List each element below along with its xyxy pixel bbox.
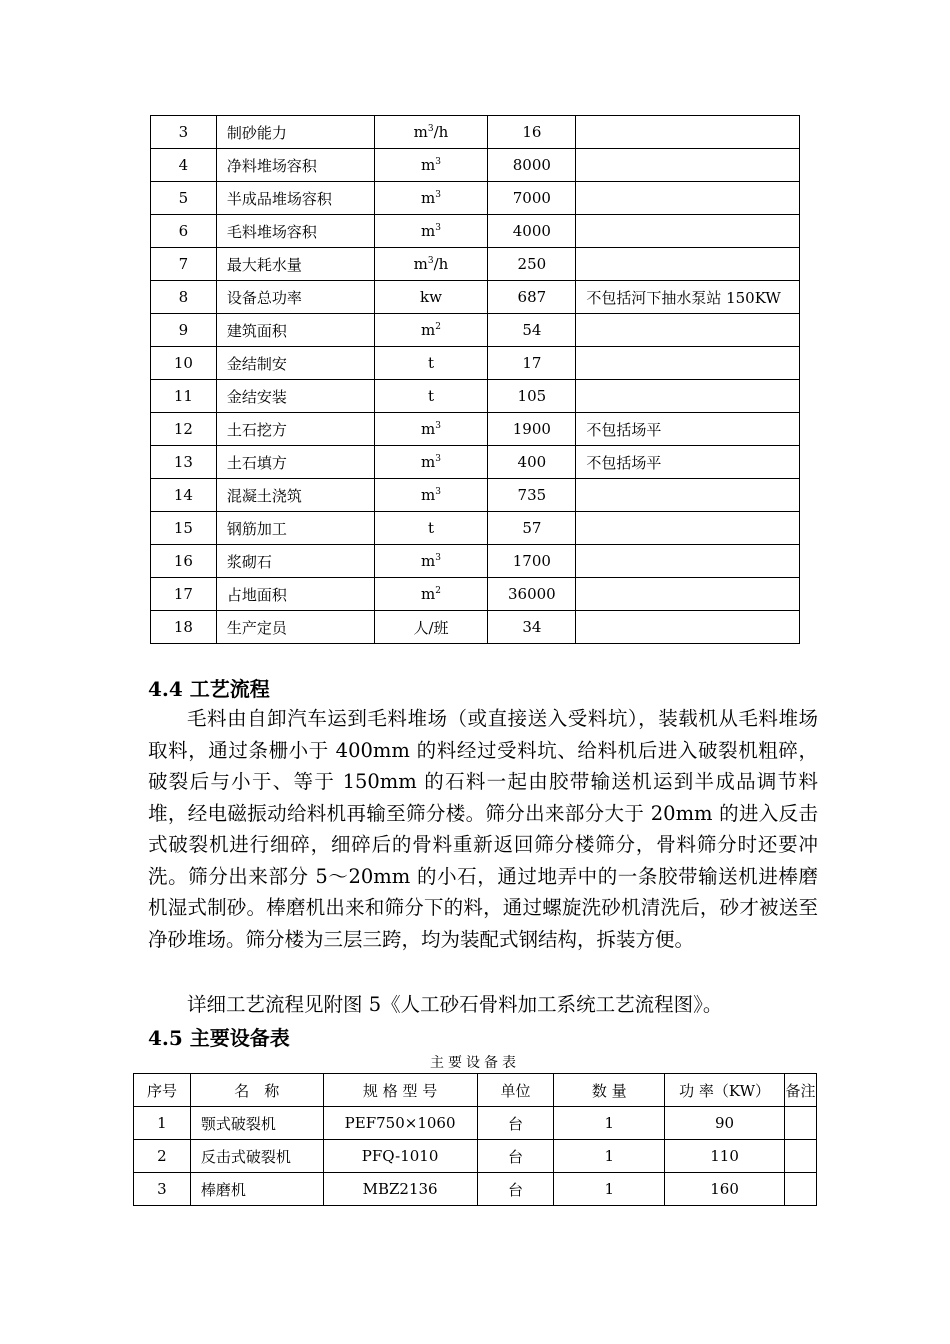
row-number: 3 xyxy=(151,116,217,149)
row-number: 18 xyxy=(151,611,217,644)
unit-text: m xyxy=(421,453,436,471)
unit-text: m xyxy=(413,255,428,273)
table-row xyxy=(151,446,800,479)
process-flow-reference: 详细工艺流程见附图 5《人工砂石骨料加工系统工艺流程图》。 xyxy=(187,993,723,1016)
item-value: 8000 xyxy=(488,149,576,182)
item-value: 105 xyxy=(488,380,576,413)
unit-cell xyxy=(374,182,488,215)
unit-exponent: 3 xyxy=(435,553,441,563)
item-value: 7000 xyxy=(488,182,576,215)
table-cell: 台 xyxy=(477,1107,554,1140)
item-name: 建筑面积 xyxy=(216,314,374,347)
item-name: 钢筋加工 xyxy=(216,512,374,545)
item-name: 最大耗水量 xyxy=(216,248,374,281)
item-name: 土石挖方 xyxy=(216,413,374,446)
item-value: 36000 xyxy=(488,578,576,611)
item-note xyxy=(576,512,800,545)
item-note: 不包括场平 xyxy=(576,446,800,479)
unit-exponent: 2 xyxy=(435,322,441,332)
unit-suffix: /h xyxy=(433,123,449,141)
item-value: 735 xyxy=(488,479,576,512)
unit-text: t xyxy=(427,387,435,405)
main-equipment-table xyxy=(133,1073,817,1206)
table-row xyxy=(134,1173,817,1206)
item-value: 250 xyxy=(488,248,576,281)
unit-text: t xyxy=(427,519,435,537)
table-row xyxy=(151,578,800,611)
item-note xyxy=(576,314,800,347)
item-value: 687 xyxy=(488,281,576,314)
unit-cell xyxy=(374,347,488,380)
header-row xyxy=(134,1074,817,1107)
row-number: 17 xyxy=(151,578,217,611)
item-note xyxy=(576,149,800,182)
table-cell xyxy=(784,1140,816,1173)
unit-exponent: 3 xyxy=(435,421,441,431)
item-value: 16 xyxy=(488,116,576,149)
unit-cell xyxy=(374,149,488,182)
table-cell: 3 xyxy=(134,1173,191,1206)
table-row xyxy=(151,413,800,446)
column-header: 备注 xyxy=(784,1074,816,1107)
item-name: 金结安装 xyxy=(216,380,374,413)
column-header: 名 称 xyxy=(190,1074,323,1107)
item-value: 1900 xyxy=(488,413,576,446)
unit-exponent: 3 xyxy=(435,487,441,497)
unit-text: m xyxy=(413,123,428,141)
section-heading-4-5: 4.5 主要设备表 xyxy=(148,1026,290,1050)
item-note xyxy=(576,248,800,281)
table-row xyxy=(151,248,800,281)
table-cell: 台 xyxy=(477,1173,554,1206)
technical-indicators-table xyxy=(150,115,800,644)
table-caption: 主要设备表 xyxy=(430,1055,520,1071)
unit-text: m xyxy=(421,222,436,240)
item-name: 毛料堆场容积 xyxy=(216,215,374,248)
row-number: 6 xyxy=(151,215,217,248)
item-name: 生产定员 xyxy=(216,611,374,644)
table-cell: 台 xyxy=(477,1140,554,1173)
unit-exponent: 3 xyxy=(435,454,441,464)
item-name: 混凝土浇筑 xyxy=(216,479,374,512)
row-number: 7 xyxy=(151,248,217,281)
table-cell xyxy=(784,1107,816,1140)
item-note xyxy=(576,545,800,578)
unit-cell xyxy=(374,611,488,644)
unit-exponent: 2 xyxy=(435,586,441,596)
unit-cell xyxy=(374,578,488,611)
table-row xyxy=(151,116,800,149)
unit-text: m xyxy=(421,585,436,603)
table-cell: PFQ-1010 xyxy=(323,1140,477,1173)
item-name: 制砂能力 xyxy=(216,116,374,149)
table-cell: 110 xyxy=(665,1140,785,1173)
item-name: 设备总功率 xyxy=(216,281,374,314)
item-value: 34 xyxy=(488,611,576,644)
row-number: 13 xyxy=(151,446,217,479)
row-number: 9 xyxy=(151,314,217,347)
table-cell: 160 xyxy=(665,1173,785,1206)
item-name: 金结制安 xyxy=(216,347,374,380)
item-note xyxy=(576,215,800,248)
unit-exponent: 3 xyxy=(435,157,441,167)
row-number: 14 xyxy=(151,479,217,512)
table-cell: 1 xyxy=(554,1107,665,1140)
unit-exponent: 3 xyxy=(427,256,434,266)
table-row xyxy=(151,479,800,512)
item-name: 土石填方 xyxy=(216,446,374,479)
table-row xyxy=(151,281,800,314)
unit-suffix: /h xyxy=(433,255,449,273)
table-cell: 棒磨机 xyxy=(190,1173,323,1206)
row-number: 10 xyxy=(151,347,217,380)
table-cell: PEF750×1060 xyxy=(323,1107,477,1140)
unit-cell xyxy=(374,545,488,578)
item-value: 1700 xyxy=(488,545,576,578)
item-name: 浆砌石 xyxy=(216,545,374,578)
unit-exponent: 3 xyxy=(427,124,434,134)
table-row xyxy=(151,149,800,182)
unit-cell xyxy=(374,248,488,281)
table-cell: 反击式破裂机 xyxy=(190,1140,323,1173)
unit-exponent: 3 xyxy=(435,223,441,233)
column-header: 功 率（KW） xyxy=(665,1074,785,1107)
unit-exponent: 3 xyxy=(435,190,441,200)
item-name: 净料堆场容积 xyxy=(216,149,374,182)
item-value: 400 xyxy=(488,446,576,479)
item-value: 57 xyxy=(488,512,576,545)
table-row xyxy=(151,215,800,248)
table-cell: 90 xyxy=(665,1107,785,1140)
section-heading-4-4: 4.4 工艺流程 xyxy=(148,677,270,701)
table-cell: MBZ2136 xyxy=(323,1173,477,1206)
table-row xyxy=(134,1140,817,1173)
column-header: 序号 xyxy=(134,1074,191,1107)
row-number: 11 xyxy=(151,380,217,413)
table-cell: 1 xyxy=(554,1140,665,1173)
table-row xyxy=(134,1107,817,1140)
unit-text: t xyxy=(427,354,435,372)
table-cell: 2 xyxy=(134,1140,191,1173)
table-cell xyxy=(784,1173,816,1206)
table-row xyxy=(151,347,800,380)
unit-text: m xyxy=(421,321,436,339)
unit-text: m xyxy=(421,189,436,207)
item-note xyxy=(576,611,800,644)
unit-text: m xyxy=(421,552,436,570)
table-row xyxy=(151,545,800,578)
item-note: 不包括场平 xyxy=(576,413,800,446)
item-name: 半成品堆场容积 xyxy=(216,182,374,215)
item-note: 不包括河下抽水泵站 150KW xyxy=(576,281,800,314)
column-header: 规 格 型 号 xyxy=(323,1074,477,1107)
unit-text: m xyxy=(421,156,436,174)
table-row xyxy=(151,182,800,215)
process-flow-paragraph: 毛料由自卸汽车运到毛料堆场（或直接送入受料坑），装载机从毛料堆场取料，通过条栅小于 400mm 的料经过受料坑、给料机后进入破裂机粗碎，破裂后与小于、等于 150mm 的石料一起由胶带输送机运到半成品调节料堆，经电磁振动给料机再输至筛分楼。筛分出来部分大于 20mm 的进入反击式破裂机进行细碎，细碎后的骨料重新返回筛分楼筛分，骨料筛分时还要冲洗。筛分出来部分 5～20mm 的小石，通过地弄中的一条胶带输送机进棒磨机湿式制砂。棒磨机出来和筛分下的料，通过螺旋洗砂机清洗后，砂才被送至净砂堆场。筛分楼为三层三跨，均为装配式钢结构，拆装方便。 xyxy=(148,707,818,951)
table-row xyxy=(151,512,800,545)
item-value: 17 xyxy=(488,347,576,380)
item-value: 54 xyxy=(488,314,576,347)
row-number: 4 xyxy=(151,149,217,182)
item-value: 4000 xyxy=(488,215,576,248)
unit-cell xyxy=(374,413,488,446)
unit-cell xyxy=(374,281,488,314)
item-note xyxy=(576,578,800,611)
table-row xyxy=(151,611,800,644)
item-note xyxy=(576,116,800,149)
row-number: 8 xyxy=(151,281,217,314)
item-name: 占地面积 xyxy=(216,578,374,611)
unit-text: m xyxy=(421,486,436,504)
column-header: 单位 xyxy=(477,1074,554,1107)
column-header: 数 量 xyxy=(554,1074,665,1107)
table-row xyxy=(151,380,800,413)
item-note xyxy=(576,182,800,215)
row-number: 15 xyxy=(151,512,217,545)
table-cell: 1 xyxy=(554,1173,665,1206)
unit-text: kw xyxy=(420,288,442,306)
item-note xyxy=(576,380,800,413)
row-number: 5 xyxy=(151,182,217,215)
unit-text: 人/班 xyxy=(413,618,449,637)
unit-cell xyxy=(374,215,488,248)
item-note xyxy=(576,479,800,512)
unit-cell xyxy=(374,446,488,479)
unit-cell xyxy=(374,512,488,545)
unit-cell xyxy=(374,314,488,347)
unit-text: m xyxy=(421,420,436,438)
row-number: 16 xyxy=(151,545,217,578)
unit-cell xyxy=(374,479,488,512)
unit-cell xyxy=(374,116,488,149)
table-row xyxy=(151,314,800,347)
row-number: 12 xyxy=(151,413,217,446)
unit-cell xyxy=(374,380,488,413)
table-cell: 1 xyxy=(134,1107,191,1140)
table-cell: 颚式破裂机 xyxy=(190,1107,323,1140)
item-note xyxy=(576,347,800,380)
